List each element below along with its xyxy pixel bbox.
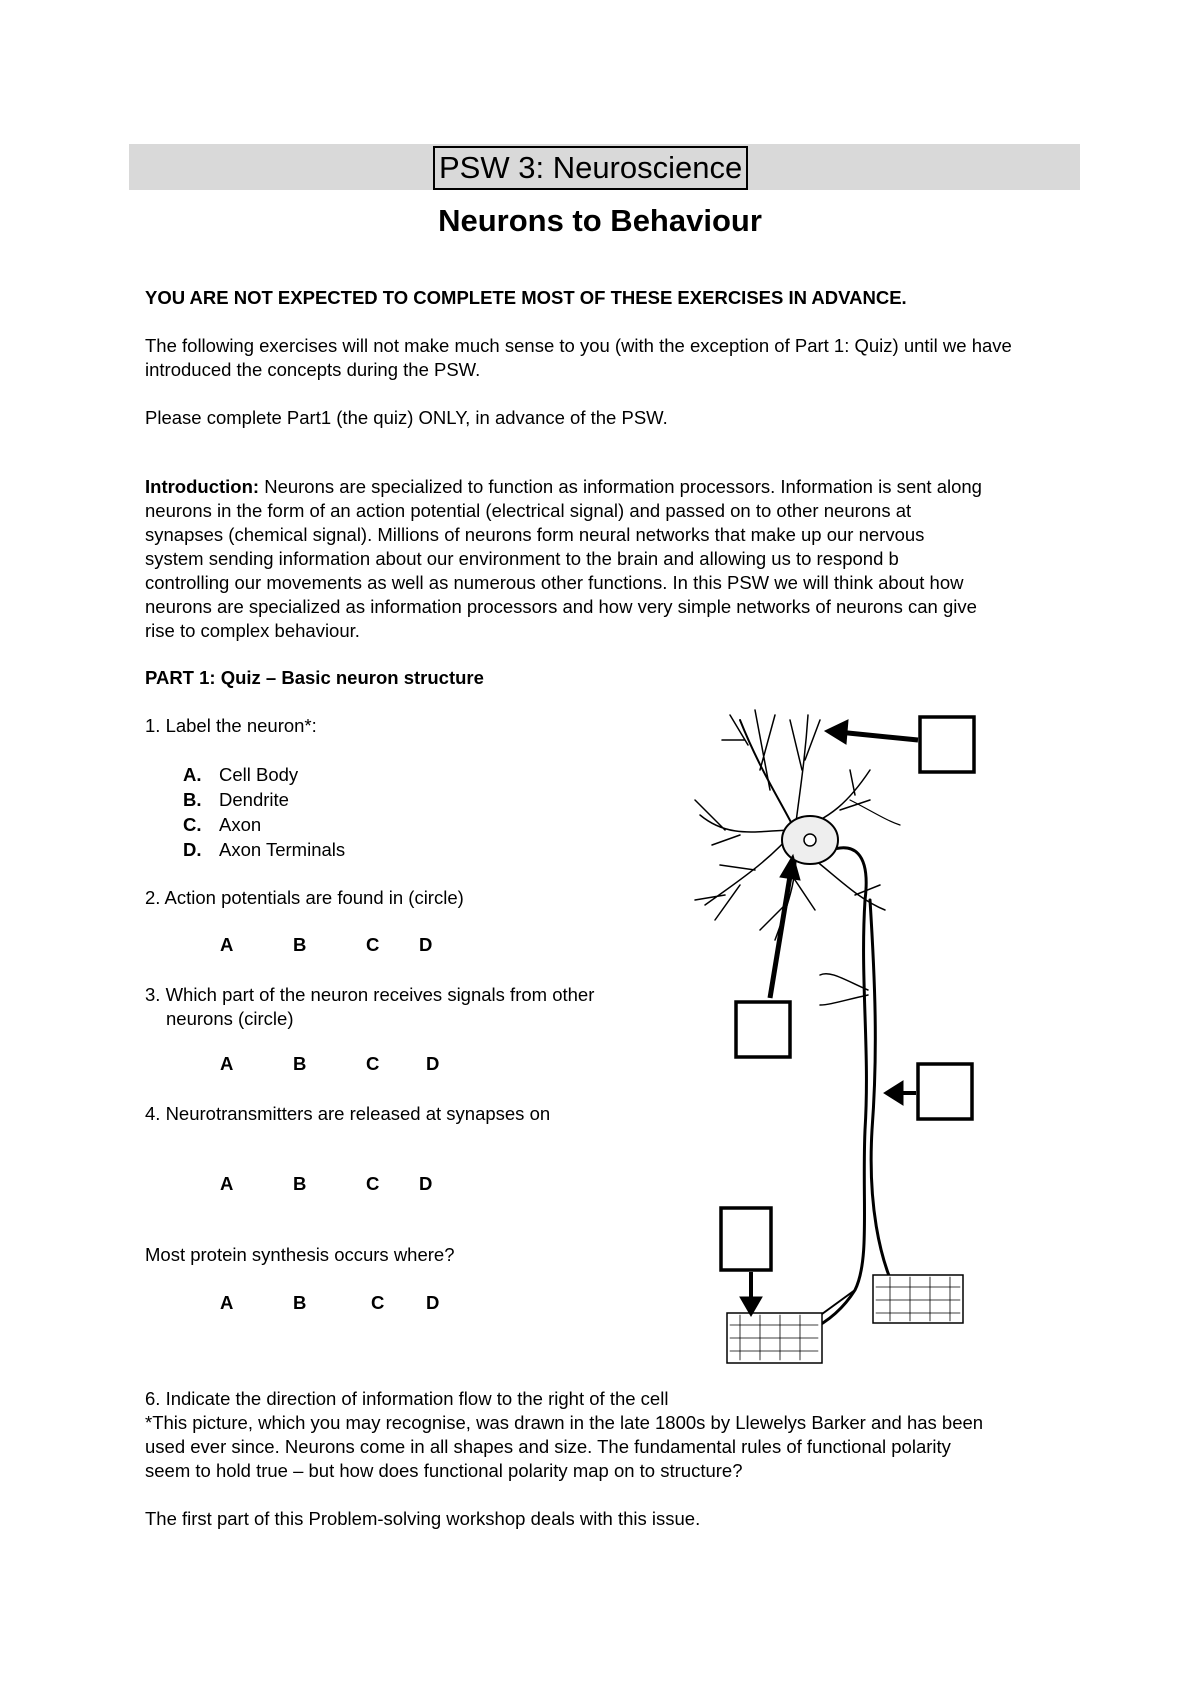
- page-subtitle: Neurons to Behaviour: [438, 203, 762, 238]
- intro-paragraph-line: introduced the concepts during the PSW.: [145, 359, 481, 380]
- choice-c[interactable]: C: [371, 1292, 385, 1313]
- part-name: Dendrite: [219, 789, 289, 810]
- part-letter: D.: [183, 839, 202, 860]
- footnote-line: seem to hold true – but how does functional polarity map on to structure?: [145, 1460, 743, 1481]
- introduction-line: synapses (chemical signal). Millions of neurons form neural networks that make up our nervous: [145, 524, 925, 545]
- instruction-text: Please complete Part1 (the quiz) ONLY, in advance of the PSW.: [145, 407, 668, 428]
- introduction-line: system sending information about our environment to the brain and allowing us to respond b: [145, 548, 899, 569]
- list-item: [183, 762, 345, 787]
- choice-c[interactable]: C: [366, 934, 380, 955]
- label-box-axon-terminals[interactable]: [721, 1208, 771, 1270]
- closing-text: The first part of this Problem-solving workshop deals with this issue.: [145, 1508, 701, 1529]
- introduction-label: Introduction:: [145, 476, 260, 497]
- choice-b[interactable]: B: [293, 934, 307, 955]
- part-letter: B.: [183, 789, 202, 810]
- footnote-line: used ever since. Neurons come in all shapes and size. The fundamental rules of functional polarity: [145, 1436, 951, 1457]
- question-1: 1. Label the neuron*:: [145, 715, 317, 736]
- introduction-line: rise to complex behaviour.: [145, 620, 360, 641]
- part1-heading: PART 1: Quiz – Basic neuron structure: [145, 667, 484, 688]
- choice-a[interactable]: A: [220, 934, 234, 955]
- introduction-line: neurons in the form of an action potential (electrical signal) and passed on to other neurons at: [145, 500, 912, 521]
- introduction-text: Neurons are specialized to function as information processors. Information is sent along: [259, 476, 982, 497]
- question-6: 6. Indicate the direction of information flow to the right of the cell: [145, 1388, 669, 1409]
- footnote-line: *This picture, which you may recognise, was drawn in the late 1800s by Llewelys Barker and has been: [145, 1412, 984, 1433]
- choice-b[interactable]: B: [293, 1292, 307, 1313]
- part-letter: A.: [183, 764, 202, 785]
- label-box-cell-body[interactable]: [736, 1002, 790, 1057]
- label-box-axon[interactable]: [918, 1064, 972, 1119]
- choice-b[interactable]: B: [293, 1053, 307, 1074]
- question-4: 4. Neurotransmitters are released at synapses on: [145, 1103, 551, 1124]
- label-box-dendrite[interactable]: [920, 717, 974, 772]
- introduction-line: neurons are specialized as information processors and how very simple networks of neurons can give: [145, 596, 977, 617]
- part-name: Cell Body: [219, 764, 299, 785]
- introduction-line: [145, 475, 982, 499]
- question-5: Most protein synthesis occurs where?: [145, 1244, 455, 1265]
- question-3: 3. Which part of the neuron receives signals from other: [145, 984, 595, 1005]
- choice-b[interactable]: B: [293, 1173, 307, 1194]
- nucleus-shape: [804, 834, 816, 846]
- list-item: [183, 787, 345, 812]
- part-letter: C.: [183, 814, 202, 835]
- choice-c[interactable]: C: [366, 1053, 380, 1074]
- choice-c[interactable]: C: [366, 1173, 380, 1194]
- choice-a[interactable]: A: [220, 1173, 234, 1194]
- neuron-diagram: [660, 690, 980, 1380]
- question-2: 2. Action potentials are found in (circle): [145, 887, 464, 908]
- choice-d[interactable]: D: [419, 934, 433, 955]
- choice-d[interactable]: D: [426, 1292, 440, 1313]
- choice-a[interactable]: A: [220, 1292, 234, 1313]
- list-item: [183, 837, 345, 862]
- page-title: PSW 3: Neuroscience: [433, 146, 748, 190]
- part-name: Axon: [219, 814, 262, 835]
- introduction-line: controlling our movements as well as numerous other functions. In this PSW we will think about how: [145, 572, 964, 593]
- question-3-continued: neurons (circle): [166, 1008, 294, 1029]
- choice-a[interactable]: A: [220, 1053, 234, 1074]
- choice-d[interactable]: D: [426, 1053, 440, 1074]
- choice-d[interactable]: D: [419, 1173, 433, 1194]
- neuron-parts-list: [183, 762, 345, 862]
- part-name: Axon Terminals: [219, 839, 346, 860]
- intro-paragraph-line: The following exercises will not make much sense to you (with the exception of Part 1: Quiz) until we have: [145, 335, 1012, 356]
- arrow-icon: [740, 720, 918, 1316]
- notice-text: YOU ARE NOT EXPECTED TO COMPLETE MOST OF THESE EXERCISES IN ADVANCE.: [145, 287, 907, 308]
- list-item: [183, 812, 345, 837]
